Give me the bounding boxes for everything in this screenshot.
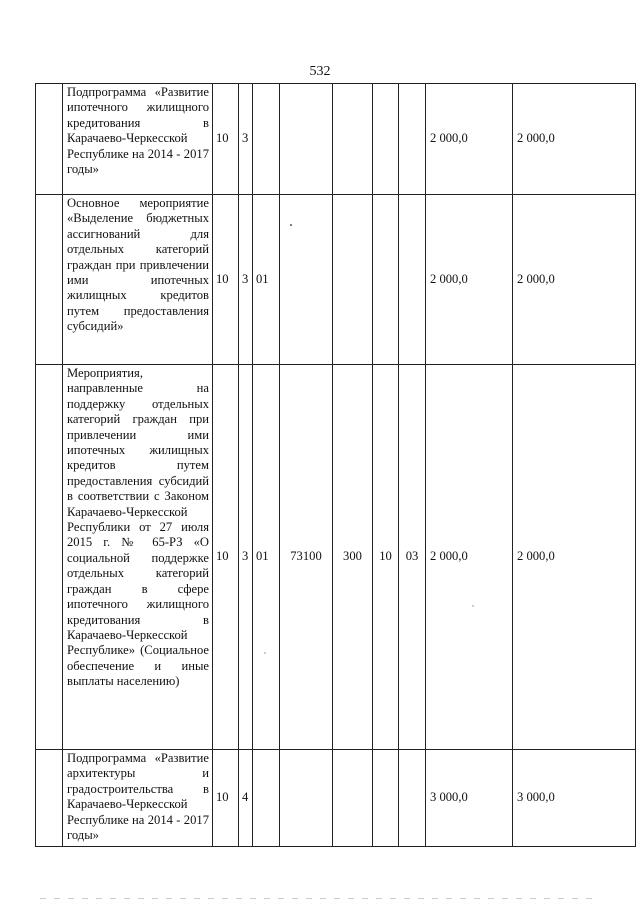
scan-edge-noise [40, 898, 600, 899]
page-number: 532 [309, 64, 331, 79]
code-cell [333, 750, 373, 847]
row-number-cell [36, 84, 63, 195]
row-number-cell [36, 365, 63, 750]
scan-speck [264, 652, 266, 654]
amount-cell: 2 000,0 [513, 365, 636, 750]
table-row [36, 365, 636, 750]
amount-cell: 2 000,0 [426, 84, 513, 195]
code-cell: 01 [253, 365, 280, 750]
code-cell: 4 [239, 750, 253, 847]
amount-cell: 2 000,0 [513, 84, 636, 195]
table-row [36, 84, 636, 195]
code-cell [373, 84, 399, 195]
amount-cell: 2 000,0 [513, 195, 636, 365]
code-cell [253, 84, 280, 195]
code-cell: 10 [213, 195, 239, 365]
code-cell: 73100 [280, 365, 333, 750]
code-cell: 03 [399, 365, 426, 750]
description-cell: Подпрограмма «Развитие ипотечного жилищного кредитования в Карачаево-Черкесской Республике на 2014 - 2017 годы» [63, 84, 213, 195]
code-cell [399, 750, 426, 847]
row-number-cell [36, 750, 63, 847]
code-cell [253, 750, 280, 847]
code-cell [333, 195, 373, 365]
code-cell: 01 [253, 195, 280, 365]
code-cell: 300 [333, 365, 373, 750]
code-cell [399, 84, 426, 195]
code-cell [399, 195, 426, 365]
description-cell: Основное мероприятие «Выделение бюджетных ассигнований для отдельных категорий граждан при привлечении ими ипотечных жилищных кредитов путем предоставления субсидий» [63, 195, 213, 365]
code-cell: 3 [239, 84, 253, 195]
table-row [36, 750, 636, 847]
code-cell [333, 84, 373, 195]
amount-cell: 2 000,0 [426, 365, 513, 750]
code-cell: 10 [213, 365, 239, 750]
budget-table [35, 83, 636, 847]
table-row [36, 195, 636, 365]
amount-cell: 3 000,0 [426, 750, 513, 847]
code-cell [280, 84, 333, 195]
code-cell [280, 195, 333, 365]
row-number-cell [36, 195, 63, 365]
code-cell: 10 [213, 750, 239, 847]
scan-speck [290, 224, 292, 226]
description-cell: Подпрограмма «Развитие архитектуры и градостроительства в Карачаево-Черкесской Республике на 2014 - 2017 годы» [63, 750, 213, 847]
code-cell: 10 [373, 365, 399, 750]
code-cell: 3 [239, 365, 253, 750]
code-cell [280, 750, 333, 847]
code-cell [373, 195, 399, 365]
code-cell [373, 750, 399, 847]
code-cell: 3 [239, 195, 253, 365]
amount-cell: 3 000,0 [513, 750, 636, 847]
amount-cell: 2 000,0 [426, 195, 513, 365]
code-cell: 10 [213, 84, 239, 195]
description-cell: Мероприятия, направленные на поддержку отдельных категорий граждан при привлечении ими ипотечных жилищных кредитов путем предоставления субсидий в соответствии с Законом Карачаево-Черкесской Республики от 27 июля 2015 г. № 65-РЗ «О социальной поддержке отдельных категорий граждан в сфере ипотечного жилищного кредитования в Карачаево-Черкесской Республике» (Социальное обеспечение и иные выплаты населению) [63, 365, 213, 750]
scan-speck [472, 605, 474, 607]
